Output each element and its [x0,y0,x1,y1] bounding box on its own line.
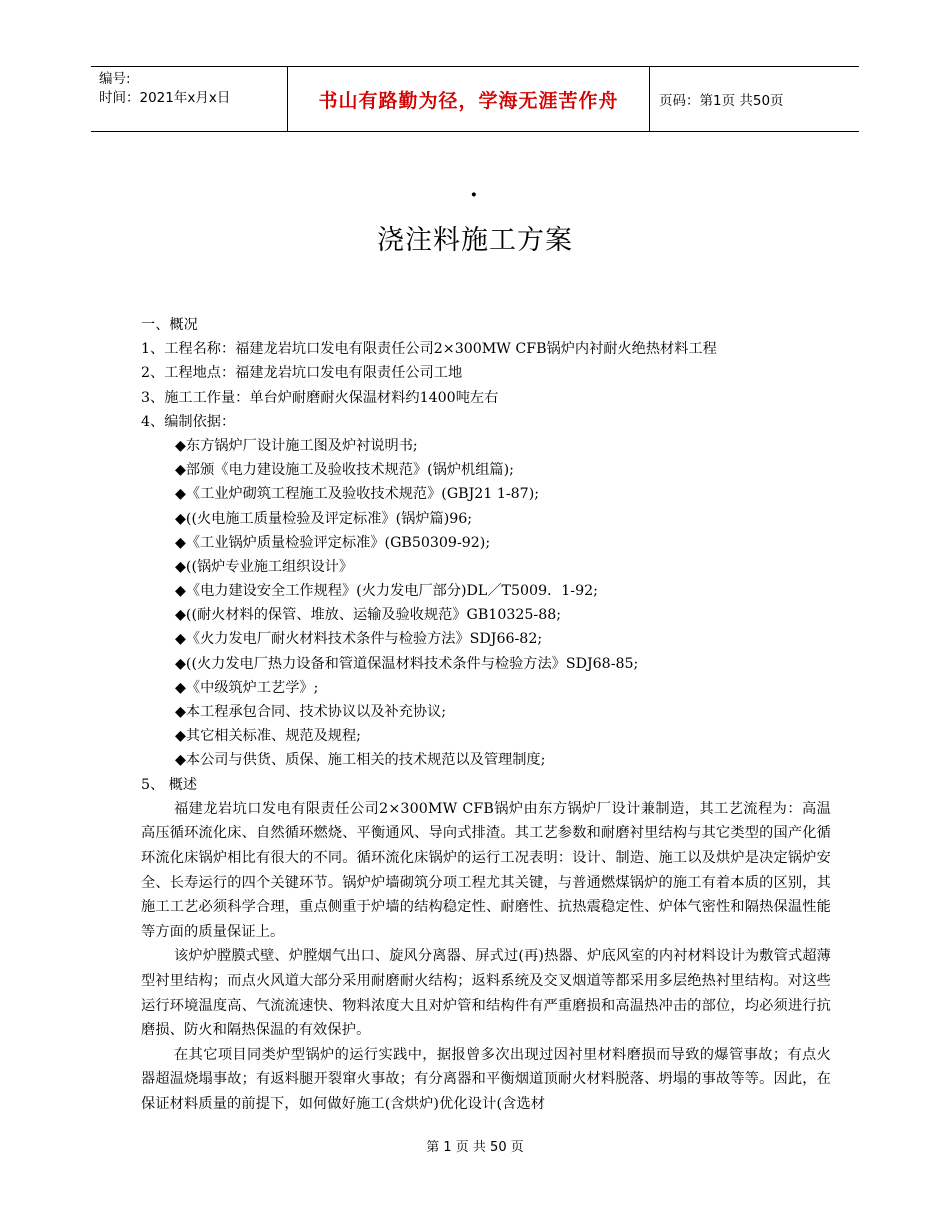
page-footer: 第 1 页 共 50 页 [426,1140,524,1155]
header-meta [91,67,287,131]
workload: 3、施工工作量：单台炉耐磨耐火保温材料约1400吨左右 [141,389,499,406]
basis-item: ◆本工程承包合同、技术协议以及补充协议; [175,704,447,720]
paragraph: 在其它项目同类炉型锅炉的运行实践中，据报曾多次出现过因衬里材料磨损而导致的爆管事故；有点火器超温烧塌事故；有返料腿开裂窜火事故；有分离器和平衡烟道顶耐火材料脱落、坍塌的事故等等。因此，在保证材料质量的前提下，如何做好施工(含烘炉)优化设计(含选材 [141,1046,831,1112]
number-label: 编号: [99,71,131,87]
motto: 书山有路勤为径，学海无涯苦作舟 [287,67,650,131]
basis-item: ◆本公司与供货、质保、施工相关的技术规范以及管理制度; [175,752,546,769]
overview-text [141,797,831,1117]
time-label: 时间：2021年x月x日 [99,90,231,106]
basis-item: ◆((火力发电厂热力设备和管道保温材料技术条件与检验方法》SDJ68-85; [175,655,639,672]
basis-item: ◆《电力建设安全工作规程》(火力发电厂部分)DL／T5009．1-92; [175,583,598,600]
paragraph: 该炉炉膛膜式壁、炉膛烟气出口、旋风分离器、屏式过(再)热器、炉底风室的内衬材料设计为敷管式超薄型衬里结构；而点火风道大部分采用耐磨耐火结构；返料系统及交叉烟道等都采用多层绝热衬里结构。对这些运行环境温度高、气流流速快、物料浓度大且对炉管和结构件有严重磨损和高温热冲击的部位，均必须进行抗磨损、防火和隔热保温的有效保护。 [141,948,831,1039]
page-header [91,66,859,132]
document-title: 浇注料施工方案 [377,225,573,256]
basis-item: ◆((锅炉专业施工组织设计》 [175,558,354,575]
section5-heading: 5、 概述 [141,776,198,793]
basis-item: ◆《工业锅炉质量检验评定标准》(GB50309-92); [175,534,491,551]
project-name: 1、工程名称：福建龙岩坑口发电有限责任公司2×300MW CFB锅炉内衬耐火绝热材料工程 [141,341,717,358]
basis-item: ◆《工业炉砌筑工程施工及验收技术规范》(GBJ21 1-87); [175,486,540,503]
project-location: 2、工程地点：福建龙岩坑口发电有限责任公司工地 [141,365,463,382]
basis-item: ◆东方锅炉厂设计施工图及炉衬说明书; [175,437,418,454]
basis-item: ◆部颁《电力建设施工及验收技术规范》(锅炉机组篇); [175,462,514,479]
section-heading: 一、概况 [141,317,198,333]
basis-item: ◆《火力发电厂耐火材料技术条件与检验方法》SDJ66-82; [175,631,543,648]
page-label: 页码：第1页 共50页 [659,93,784,109]
document-body [141,313,831,1116]
paragraph: 福建龙岩坑口发电有限责任公司2×300MW CFB锅炉由东方锅炉厂设计兼制造，其工艺流程为：高温高压循环流化床、自然循环燃烧、平衡通风、导向式排渣。其工艺参数和耐磨衬里结构与其它类型的国产化循环流化床锅炉相比有很大的不同。循环流化床锅炉的运行工况表明：设计、制造、施工以及烘炉是决定锅炉安全、长寿运行的四个关键环节。锅炉炉墙砌筑分项工程尤其关键，与普通燃煤锅炉的施工有着本质的区别，其施工工艺必须科学合理，重点侧重于炉墙的结构稳定性、耐磨性、抗热震稳定性、炉体气密性和隔热保温性能等方面的质量保证上。 [141,800,831,940]
basis-heading: 4、编制依据： [141,413,236,430]
basis-item: ◆《中级筑炉工艺学》; [175,679,319,696]
basis-item: ◆其它相关标准、规范及规程; [175,728,361,745]
basis-item: ◆((耐火材料的保管、堆放、运输及验收规范》GB10325-88; [175,607,562,624]
basis-item: ◆((火电施工质量检验及评定标准》(锅炉篇)96; [175,510,473,527]
decorative-dot: · [470,182,478,208]
